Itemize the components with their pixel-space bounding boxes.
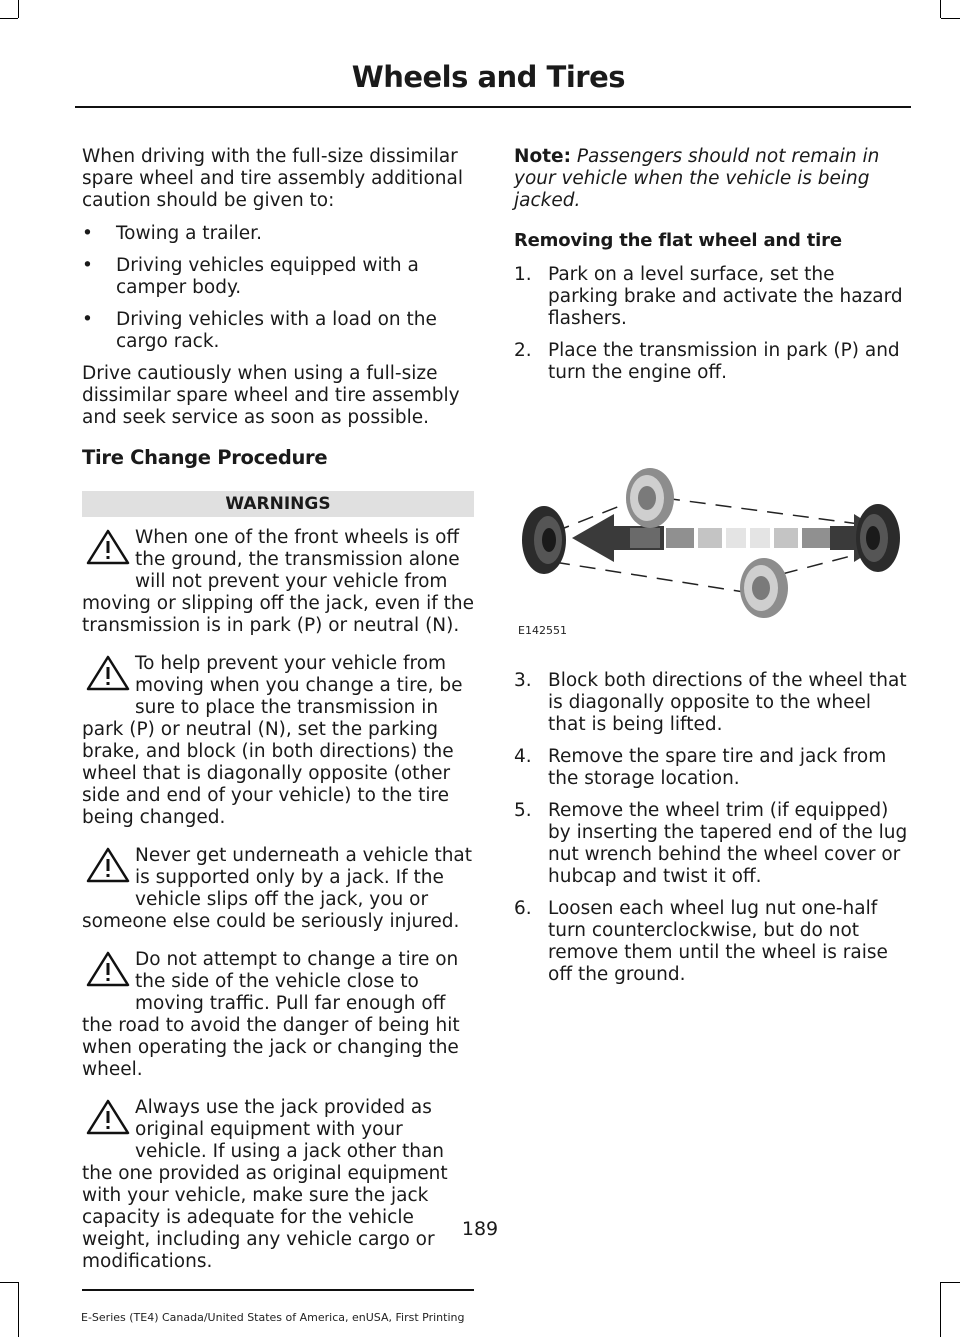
list-item-text: Driving vehicles with a load on the cargo rack. bbox=[116, 309, 437, 352]
subsection-heading: Removing the flat wheel and tire bbox=[514, 230, 842, 251]
list-item bbox=[82, 255, 474, 299]
note-text: Passengers should not remain in your vehicle when the vehicle is being jacked. bbox=[514, 146, 880, 211]
caution-paragraph: Drive cautiously when using a full-size dissimilar spare wheel and tire assembly and seek service as soon as possible. bbox=[82, 363, 460, 428]
crop-mark-top-right-h bbox=[941, 18, 960, 19]
crop-mark-top-right bbox=[940, 0, 941, 18]
step-text: Place the transmission in park (P) and turn the engine off. bbox=[548, 340, 900, 383]
step-text: Remove the spare tire and jack from the storage location. bbox=[548, 746, 887, 789]
list-item-text: Driving vehicles equipped with a camper body. bbox=[116, 255, 419, 298]
steps-list-continued bbox=[514, 670, 908, 986]
bullet-marker: • bbox=[82, 255, 93, 276]
bullet-marker: • bbox=[82, 309, 93, 330]
page-number: 189 bbox=[461, 1218, 499, 1240]
step-number: 4. bbox=[514, 746, 532, 767]
page-title: Wheels and Tires bbox=[351, 60, 625, 94]
steps-list bbox=[514, 264, 908, 384]
list-item bbox=[514, 746, 908, 790]
step-text: Loosen each wheel lug nut one-half turn counterclockwise, but do not remove them until the wheel is raise off the ground. bbox=[548, 898, 888, 985]
warning-triangle-icon bbox=[86, 529, 130, 565]
list-item bbox=[82, 223, 474, 245]
step-number: 6. bbox=[514, 898, 532, 919]
warning-triangle-icon bbox=[86, 655, 130, 691]
warning-item bbox=[82, 845, 474, 933]
step-number: 2. bbox=[514, 340, 532, 361]
crop-mark-top-left bbox=[18, 0, 19, 18]
warning-text: Do not attempt to change a tire on the side of the vehicle close to moving traffic. Pull far enough off the road to avoid the danger of being hit when operating the jack or changing the wheel. bbox=[82, 949, 460, 1080]
crop-mark-bottom-left bbox=[18, 1282, 19, 1337]
step-number: 5. bbox=[514, 800, 532, 821]
warning-triangle-icon bbox=[86, 847, 130, 883]
warning-text: When one of the front wheels is off the ground, the transmission alone will not prevent your vehicle from moving or slipping off the jack, even if the transmission is in park (P) or neutral (N). bbox=[82, 527, 474, 636]
crop-mark-bottom-right bbox=[940, 1282, 941, 1337]
list-item bbox=[514, 898, 908, 986]
warning-item bbox=[82, 1097, 474, 1273]
step-text: Block both directions of the wheel that is diagonally opposite to the wheel that is being lifted. bbox=[548, 670, 907, 735]
crop-mark-top-left-h bbox=[0, 18, 18, 19]
list-item bbox=[514, 264, 908, 330]
section-divider bbox=[82, 1289, 474, 1291]
warning-text: To help prevent your vehicle from moving when you change a tire, be sure to place the transmission in park (P) or neutral (N), set the parking brake, and block (in both directions) the wheel that is diagonally opposite (other side and end of your vehicle) to the tire being changed. bbox=[82, 653, 463, 828]
list-item bbox=[514, 800, 908, 888]
warning-triangle-icon bbox=[86, 1099, 130, 1135]
footer-text: E-Series (TE4) Canada/United States of America, enUSA, First Printing bbox=[81, 1311, 465, 1324]
caution-list bbox=[82, 223, 474, 353]
list-item bbox=[514, 340, 908, 384]
list-item bbox=[82, 309, 474, 353]
left-column bbox=[82, 146, 474, 1291]
intro-paragraph: When driving with the full-size dissimilar spare wheel and tire assembly additional caution should be given to: bbox=[82, 146, 463, 211]
wheel-blocking-illustration bbox=[514, 414, 908, 644]
step-number: 1. bbox=[514, 264, 532, 285]
note-label: Note: bbox=[514, 146, 571, 167]
warnings-header: WARNINGS bbox=[82, 491, 474, 517]
wheel-diagram bbox=[514, 414, 908, 644]
step-number: 3. bbox=[514, 670, 532, 691]
bullet-marker: • bbox=[82, 223, 93, 244]
warning-item bbox=[82, 949, 474, 1081]
note-paragraph bbox=[514, 146, 908, 212]
warning-text: Always use the jack provided as original equipment with your vehicle. If using a jack other than the one provided as original equipment with your vehicle, make sure the jack capacity is adequate for the vehicle weight, including any vehicle cargo or modifications. bbox=[82, 1097, 448, 1272]
step-text: Park on a level surface, set the parking brake and activate the hazard flashers. bbox=[548, 264, 903, 329]
crop-mark-bottom-left-h bbox=[0, 1282, 18, 1283]
step-text: Remove the wheel trim (if equipped) by inserting the tapered end of the lug nut wrench behind the wheel cover or hubcap and twist it off. bbox=[548, 800, 908, 887]
right-column bbox=[514, 146, 908, 996]
warning-item bbox=[82, 653, 474, 829]
crop-mark-bottom-right-h bbox=[941, 1282, 960, 1283]
figure-code: E142551 bbox=[518, 624, 567, 637]
header-divider bbox=[75, 106, 911, 108]
list-item-text: Towing a trailer. bbox=[116, 223, 262, 244]
warning-triangle-icon bbox=[86, 951, 130, 987]
list-item bbox=[514, 670, 908, 736]
section-heading: Tire Change Procedure bbox=[82, 446, 328, 469]
warning-item bbox=[82, 527, 474, 637]
warning-text: Never get underneath a vehicle that is supported only by a jack. If the vehicle slips off the jack, you or someone else could be seriously injured. bbox=[82, 845, 473, 932]
